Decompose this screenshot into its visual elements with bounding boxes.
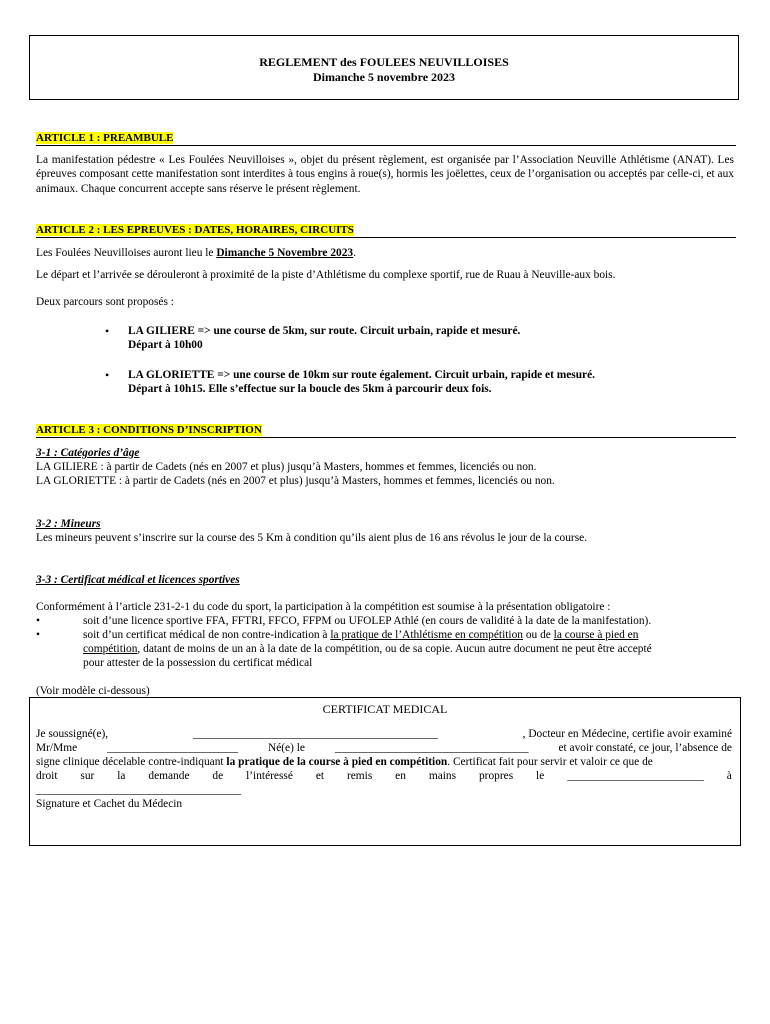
section-3-1-line-2: LA GLORIETTE : à partir de Cadets (nés en 2007 et plus) jusqu’à Masters, hommes et femmes, licenciés ou non.: [36, 475, 555, 487]
section-3-1-line-1: LA GILIERE : à partir de Cadets (nés en 2007 et plus) jusqu’à Masters, hommes et femmes, licenciés ou non.: [36, 461, 537, 473]
title-box: [29, 35, 739, 100]
section-3-3-item-certificate-end: pour attester de la possession du certificat médical: [83, 657, 313, 669]
date-blank: ____________________________________: [36, 784, 242, 796]
certificate-line-1: Je soussigné(e), ___________________________________________ , Docteur en Médecine, certifie avoir examiné: [36, 728, 732, 740]
course-giliere: LA GILIERE => une course de 5km, sur route. Circuit urbain, rapide et mesuré. Départ à 10h00: [128, 325, 521, 352]
article-2-date: Les Foulées Neuvilloises auront lieu le Dimanche 5 Novembre 2023.: [36, 247, 356, 259]
article-2-heading: ARTICLE 2 : LES EPREUVES : DATES, HORAIRES, CIRCUITS: [36, 223, 736, 238]
signature-label: Signature et Cachet du Médecin: [36, 798, 183, 810]
section-3-2-text: Les mineurs peuvent s’inscrire sur la course des 5 Km à condition qu’ils aient plus de 16 ans révolus le jour de la course.: [36, 532, 588, 544]
birth-date-blank: __________________________________: [334, 742, 529, 754]
bullet-icon: •: [36, 629, 40, 641]
title-main: REGLEMENT des FOULEES NEUVILLOISES: [259, 55, 509, 69]
certificate-line-4: droit sur la demande de l’intéressé et remis en mains propres le ________________________ à: [36, 770, 732, 782]
title-date: Dimanche 5 novembre 2023: [312, 70, 456, 84]
certificate-line-3: signe clinique décelable contre-indiquant la pratique de la course à pied en compétition. Certificat fait pour servir et valoir ce que de: [36, 756, 653, 768]
event-date: Dimanche 5 Novembre 2023: [216, 247, 354, 259]
place-blank: ________________________: [567, 770, 704, 782]
model-note: (Voir modèle ci-dessous): [36, 685, 150, 697]
article-2-intro: Deux parcours sont proposés :: [36, 296, 174, 308]
section-3-3-intro: Conformément à l’article 231-2-1 du code du sport, la participation à la compétition est soumise à la présentation obligatoire :: [36, 601, 611, 613]
article-1-text: La manifestation pédestre « Les Foulées Neuvilloises », objet du présent règlement, est organisée par l’Association Neuville Athlétisme (ANAT). Les épreuves composant cette manifestation sont interdites à tous engins à roue(s), hormis les joëlettes, ceux de l’organisation ou acceptés par celle-ci, et aux animaux. Chaque concurrent accepte sans réserve le présent règlement.: [36, 154, 734, 195]
course-gloriette: LA GLORIETTE => une course de 10km sur route également. Circuit urbain, rapide et mesuré. Départ à 10h15. Elle s’effectue sur la boucle des 5km à parcourir deux fois.: [128, 369, 596, 396]
certificate-line-2: Mr/Mme _______________________ Né(e) le __________________________________ et avoir constaté, ce jour, l’absence de: [36, 742, 732, 754]
bullet-icon: •: [105, 324, 110, 338]
article-1-heading: ARTICLE 1 : PREAMBULE: [36, 131, 736, 146]
article-3-heading: ARTICLE 3 : CONDITIONS D’INSCRIPTION: [36, 423, 736, 438]
certificate-title: CERTIFICAT MEDICAL: [322, 702, 448, 716]
article-2-location: Le départ et l’arrivée se dérouleront à proximité de la piste d’Athlétisme du complexe sportif, rue de Ruau à Neuville-aux bois.: [36, 269, 616, 281]
doctor-name-blank: ___________________________________________: [192, 728, 438, 740]
section-3-3-item-licence: soit d’une licence sportive FFA, FFTRI, FFCO, FFPM ou UFOLEP Athlé (en cours de validité à la date de la manifestation).: [83, 615, 652, 627]
section-3-3-item-certificate-cont: compétition, datant de moins de un an à la date de la compétition, ou de sa copie. Aucun autre document ne peut être accepté: [83, 643, 652, 655]
bullet-icon: •: [36, 615, 40, 627]
section-3-3-title: 3-3 : Certificat médical et licences sportives: [36, 574, 240, 586]
section-3-1-title: 3-1 : Catégories d’âge: [36, 447, 140, 459]
patient-name-blank: _______________________: [107, 742, 239, 754]
section-3-2-title: 3-2 : Mineurs: [36, 518, 101, 530]
section-3-3-item-certificate: soit d’un certificat médical de non contre-indication à la pratique de l’Athlétisme en compétition ou de la course à pied en: [83, 629, 639, 641]
bullet-icon: •: [105, 368, 110, 382]
